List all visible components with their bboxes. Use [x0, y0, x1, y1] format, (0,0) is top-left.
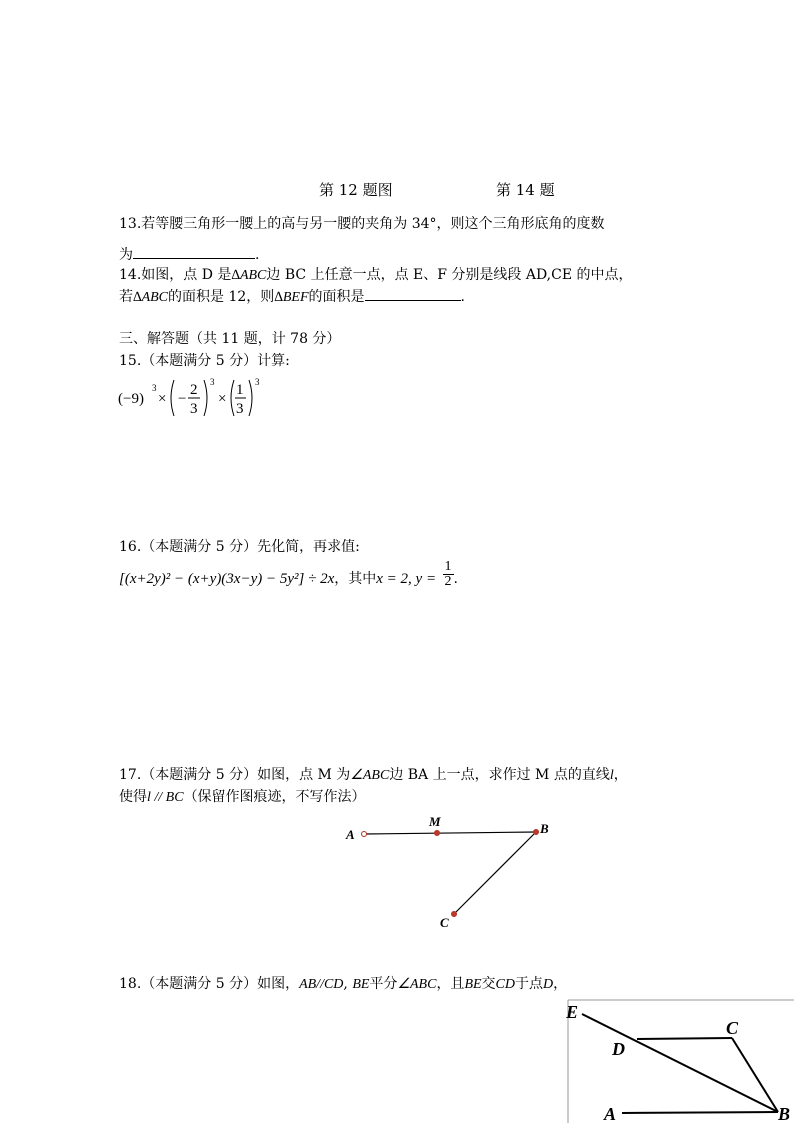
- figure-12-caption: 第 12 题图: [319, 181, 393, 199]
- question-13-line2: [119, 244, 259, 264]
- question-15-expression: [116, 372, 266, 422]
- q17-label-b: B: [540, 821, 549, 836]
- q17-point-b: [534, 830, 539, 835]
- q17-text-d: 使得: [119, 789, 147, 805]
- question-14-line1: [119, 264, 633, 284]
- q15-den-1: 3: [190, 401, 198, 417]
- q18-bisect: 平分: [369, 976, 398, 992]
- q15-den-2: 3: [236, 401, 244, 417]
- q13-end: .: [255, 247, 260, 263]
- q15-exp-1: 3: [152, 383, 157, 393]
- q17-text-a: 17.（本题满分 5 分）如图，点 M 为: [119, 767, 351, 783]
- q14-text-c: 若: [119, 289, 133, 305]
- question-17-line1: [119, 764, 628, 784]
- q18-label-e: E: [566, 1002, 579, 1022]
- q18-line-ab: [622, 1112, 778, 1113]
- question-15-title: 15.（本题满分 5 分）计算:: [119, 353, 290, 369]
- q15-exp-3: 3: [255, 377, 260, 387]
- q15-num-2: 1: [236, 382, 244, 398]
- q18-text-a: 18.（本题满分 5 分）如图，: [119, 976, 300, 992]
- question-13-line1: 13.若等腰三角形一腰上的高与另一腰的夹角为 34°，则这个三角形底角的度数: [119, 216, 605, 232]
- q16-fraction: [443, 560, 454, 589]
- q14-answer-blank: [365, 286, 461, 301]
- question-14-line2: [119, 286, 465, 306]
- q14-text-b: 边 BC 上任意一点，点 E、F 分别是线段 AD,CE 的中点，: [266, 267, 633, 283]
- q18-cd: CD: [495, 977, 515, 992]
- q17-label-m: M: [429, 814, 441, 829]
- q14-triangle-abc-2: ∆ABC: [133, 290, 169, 305]
- q16-expr: [(x+2y)² − (x+y)(3x−y) − 5y²] ÷ 2x: [119, 570, 335, 587]
- q18-and: ，且: [436, 976, 465, 992]
- q18-be: BE: [352, 977, 370, 992]
- q14-text-e: 的面积是: [308, 289, 365, 305]
- q17-segment-bc: [454, 832, 536, 914]
- question-18-line1: [119, 973, 567, 993]
- question-16-title: 16.（本题满分 5 分）先化简，再求值:: [119, 539, 360, 555]
- q16-end: .: [453, 570, 458, 587]
- q18-be-2: BE: [464, 977, 482, 992]
- q14-text-d: 的面积是 12，则: [168, 289, 275, 305]
- figure-14-caption: 第 14 题: [496, 181, 555, 199]
- q18-ab-cd: AB//CD: [299, 977, 344, 992]
- q13-prefix: 为: [119, 247, 133, 263]
- question-17-line2: [119, 786, 366, 806]
- q15-paren-right-1: [204, 380, 207, 416]
- q17-point-c: [452, 912, 457, 917]
- q16-frac-den: 2: [444, 574, 452, 589]
- q14-text-a: 14.如图，点 D 是: [119, 267, 232, 283]
- section-3-heading: 三、解答题（共 11 题，计 78 分）: [119, 331, 341, 347]
- q18-d: D: [543, 977, 554, 992]
- q18-label-a: A: [604, 1104, 617, 1123]
- q15-times-1: ×: [158, 391, 167, 407]
- q17-angle: ∠ABC: [350, 768, 390, 783]
- q18-label-d: D: [612, 1039, 625, 1059]
- q17-parallel: l // BC: [147, 790, 184, 805]
- q17-line-l: l: [609, 768, 614, 783]
- q15-times-2: ×: [218, 391, 227, 407]
- q15-paren-left-2: [231, 380, 234, 416]
- q17-label-a: A: [346, 827, 355, 842]
- q16-frac-num: 1: [444, 559, 452, 574]
- q18-angle: ∠ABC: [397, 977, 437, 992]
- q18-jiao: 交: [481, 976, 496, 992]
- q15-paren-left-1: [171, 380, 174, 416]
- question-16-expression: [119, 560, 458, 594]
- q16-where: ，其中: [334, 570, 377, 587]
- q16-cond: x = 2, y =: [376, 570, 437, 587]
- q15-neg: −: [178, 391, 187, 407]
- q14-end: .: [460, 289, 465, 305]
- q17-point-m: [435, 831, 440, 836]
- q15-base: (−9): [118, 391, 144, 407]
- q18-label-c: C: [726, 1018, 739, 1038]
- q15-paren-right-2: [249, 380, 252, 416]
- q15-exp-2: 3: [210, 377, 215, 387]
- q15-num-1: 2: [190, 382, 198, 398]
- q14-triangle-abc: ∆ABC: [231, 268, 267, 283]
- q17-text-e: （保留作图痕迹，不写作法）: [183, 789, 366, 805]
- question-17-figure: [340, 812, 560, 934]
- q17-label-c: C: [440, 915, 449, 930]
- q18-yu: 于点: [515, 976, 543, 992]
- q14-triangle-bef: ∆BEF: [274, 290, 309, 305]
- q17-segment-ab: [364, 832, 536, 834]
- q17-point-a: [362, 832, 367, 837]
- question-18-figure: [560, 996, 794, 1123]
- q17-text-c: ，: [613, 767, 628, 783]
- q17-text-b: 边 BA 上一点，求作过 M 点的直线: [389, 767, 610, 783]
- q18-label-b: B: [778, 1104, 791, 1123]
- q18-end: ，: [553, 976, 568, 992]
- q18-line-dc: [637, 1038, 732, 1039]
- q18-sep: ,: [343, 976, 348, 992]
- q13-answer-blank: [133, 244, 255, 259]
